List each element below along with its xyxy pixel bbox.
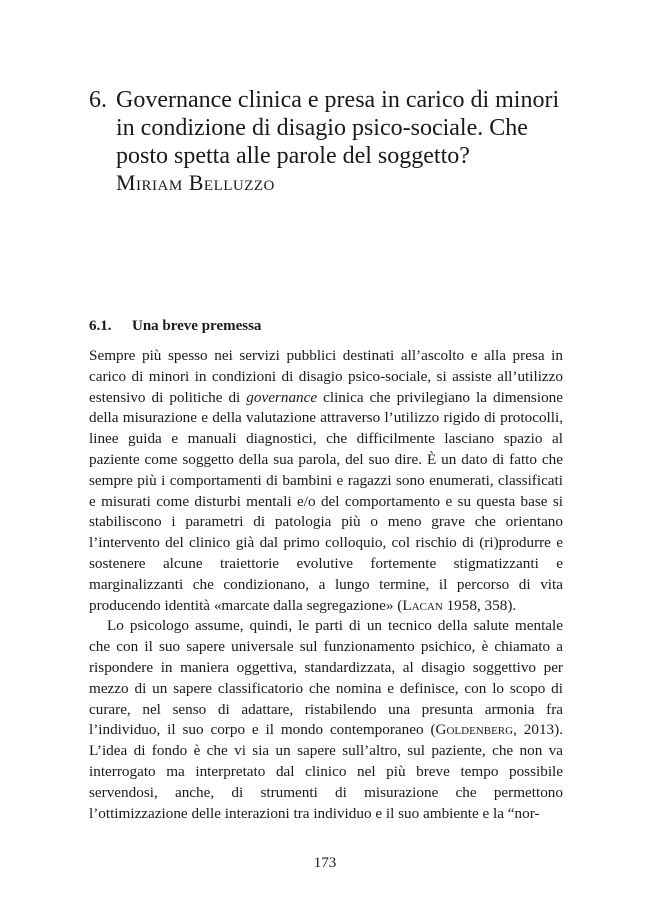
body-text xyxy=(89,346,563,824)
citation-year-lacan: 1958, 358). xyxy=(442,596,517,614)
chapter-author: Miriam Belluzzo xyxy=(116,170,275,195)
paragraph-2-text-a: Lo psicologo assume, quindi, le parti di un tecnico della salute mentale che con il suo sapere universale sul funzionamento psichico, è chiamato a rispondere in maniera oggettiva, standardizzata, al disagio soggettivo per mezzo di un sapere classificatorio che nomina e definisce, con lo scopo di curare, nel senso di adattare, ristabilendo una presunta armonia fra l’individuo, il suo corpo e il mondo contemporaneo ( xyxy=(89,617,563,739)
paragraph-2 xyxy=(89,616,563,824)
section-heading xyxy=(89,317,261,335)
chapter-title-row xyxy=(89,86,589,170)
chapter-number: 6. xyxy=(89,87,107,113)
paragraph-1-text-b: clinica che privilegiano la dimensione della misurazione e della valutazione attraverso l’utilizzo rigido di protocolli, linee guida e manuali diagnostici, che difficilmente lasciano spazio al paziente come soggetto della sua parola, del suo dire. È un dato di fatto che sempre più i comportamenti di bambini e ragazzi sono enumerati, classificati e misurati come disturbi mentali e/o del comportamento e su questa base si stabiliscono i parametri di patologia più o meno grave che orientano l’intervento del clinico già dal primo colloquio, col rischio di (ri)produrre e sostenere alcune traiettorie evolutive fortemente stigmatizzanti e marginalizzanti che condizionano, a lungo termine, il percorso di vita producendo identità «marcate dalla segregazione» ( xyxy=(89,388,563,614)
chapter-heading xyxy=(89,86,589,196)
citation-author-goldenberg: Goldenberg xyxy=(435,721,514,739)
paragraph-2-text-b: , 2013). L’idea di fondo è che vi sia un sapere sull’altro, sul paziente, che non va interrogato ma interpretato dal clinico nel più breve tempo possibile servendosi, anche, di strumenti di misurazione che permettono l’ottimizzazione delle interazioni tra individuo e il suo ambiente e la “nor- xyxy=(89,721,563,822)
chapter-title: Governance clinica e presa in carico di minori in condizione di disagio psico-sociale. Che posto spetta alle parole del soggetto? xyxy=(116,87,560,169)
paragraph-1 xyxy=(89,346,563,616)
italic-term: governance xyxy=(246,388,318,406)
section-title: Una breve premessa xyxy=(132,318,262,334)
section-number: 6.1. xyxy=(89,318,112,334)
page-number: 173 xyxy=(313,855,337,871)
citation-author-lacan: Lacan xyxy=(402,596,443,614)
paragraph-1-text-a: Sempre più spesso nei servizi pubblici destinati all’ascolto e alla presa in carico di minori in condizioni di disagio psico-sociale, si assiste all’utilizzo estensivo di politiche di xyxy=(89,347,563,406)
